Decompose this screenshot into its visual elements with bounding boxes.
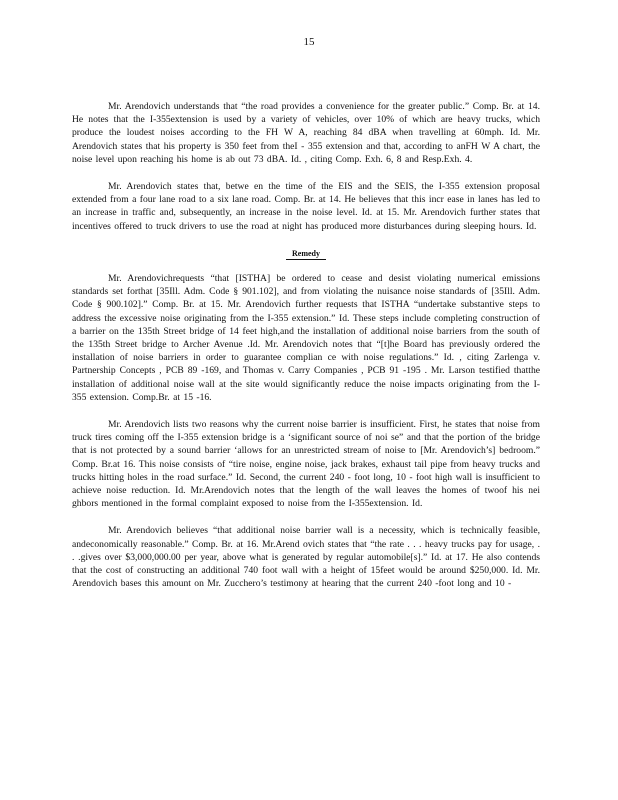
paragraph-noise-levels: Mr. Arendovich understands that “the road provides a convenience for the greater public.” Comp. Br. at 14. He notes that the I-355extension is used by a variety of vehicles, over 10% of which are heavy trucks, which produce the loudest noises according to the FH W A, reaching 84 dBA when travelling at 60mph. Id. Mr. Arendovich states that his property is 350 feet from theI - 355 extension and that, according to anFH W A chart, the noise level upon reaching his home is ab out 73 dBA. Id. , citing Comp. Exh. 6, 8 and Resp.Exh. 4. [72, 101, 540, 165]
page-number: 15 [303, 36, 315, 48]
paragraph-lane-expansion: Mr. Arendovich states that, betwe en the time of the EIS and the SEIS, the I-355 extension proposal extended from a four lane road to a six lane road. Comp. Br. at 14. He believes that this incr ease in lanes has led to an increase in traffic and, subsequently, an increase in the noise level. Id. at 15. Mr. Arendovich further states that incentives offered to truck drivers to use the road at night has produced more disturbances during sleeping hours. Id. [72, 181, 540, 232]
document-body [72, 100, 540, 590]
paragraph-barrier-insufficient: Mr. Arendovich lists two reasons why the current noise barrier is insufficient. First, he states that noise from truck tires coming off the I-355 extension bridge is a ‘significant source of noi se” and that the portion of the bridge that is not protected by a sound barrier ‘allows for an unrestricted stream of noise to [Mr. Arendovich’s] bedroom.” Comp. Br.at 16. This noise consists of “tire noise, engine noise, jack brakes, exhaust tail pipe from heavy trucks and trucks hitting holes in the road surface.” Id. Second, the current 240 - foot long, 10 - foot high wall is insufficient to achieve noise reduction. Id. Mr.Arendovich notes that the length of the wall leaves the homes of twoof his nei ghbors mentioned in the formal complaint exposed to noise from the I-355extension. Id. [72, 419, 540, 510]
paragraph-requests: Mr. Arendovichrequests “that [ISTHA] be ordered to cease and desist violating numerical emissions standards set forthat [35Ill. Adm. Code § 901.102], and from violating the nuisance noise standards of [35Ill. Adm. Code § 900.102].” Comp. Br. at 15. Mr. Arendovich further requests that ISTHA “undertake substantive steps to address the excessive noise originating from the I-355 extension.” Id. These steps include completing construction of a barrier on the 135th Street bridge of 14 feet high,and the installation of additional noise barriers from the south of the 135th Street bridge to Archer Avenue .Id. Mr. Arendovich notes that “[t]he Board has previously ordered the installation of noise barriers in order to guarantee complian ce with noise regulations.” Id. , citing Zarlenga v. Partnership Concepts , PCB 89 -169, and Thomas v. Carry Companies , PCB 91 -195 . Mr. Larson testified thatthe installation of additional noise wall at the site would significantly reduce the noise impacts originating from the I-355 extension. Comp.Br. at 15 -16. [72, 273, 540, 403]
section-heading [72, 247, 540, 260]
section-heading-label: Remedy [286, 249, 326, 260]
paragraph-barrier-cost: Mr. Arendovich believes “that additional noise barrier wall is a necessity, which is technically feasible, andeconomically reasonable.” Comp. Br. at 16. Mr.Arend ovich states that “the rate . . . heavy trucks pay for usage, . . .gives over $3,000,000.00 per year, above what is generated by regular automobile[s].” Id. at 17. He also contends that the cost of constructing an additional 740 foot wall with a height of 15feet would be around $250,000. Id. Mr. Arendovich bases this amount on Mr. Zucchero’s testimony at hearing that the current 240 -foot long and 10 - [72, 525, 540, 590]
